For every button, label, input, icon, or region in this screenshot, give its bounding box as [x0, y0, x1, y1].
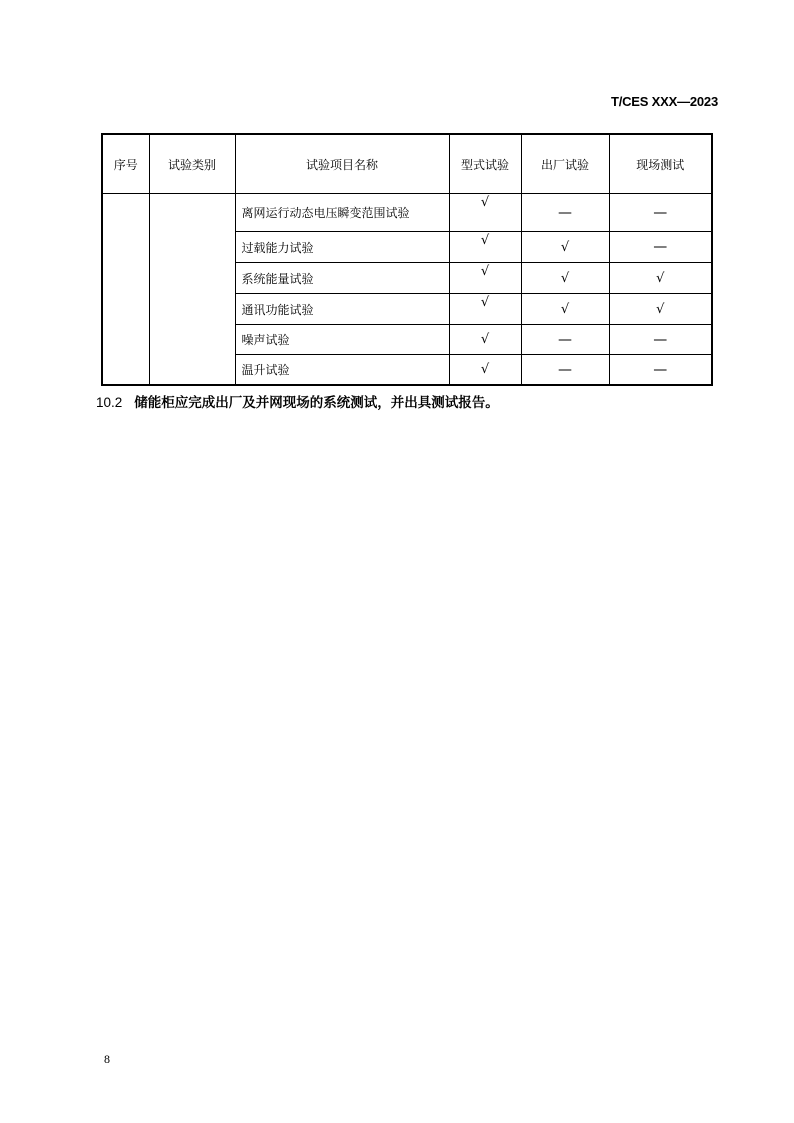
seq-cell — [102, 194, 149, 386]
factory-test-mark: — — [521, 194, 609, 232]
item-name: 过载能力试验 — [235, 232, 449, 263]
type-test-mark: √ — [449, 263, 521, 294]
factory-test-mark: √ — [521, 263, 609, 294]
item-name: 离网运行动态电压瞬变范围试验 — [235, 194, 449, 232]
type-test-mark: √ — [449, 232, 521, 263]
col-header-type-test: 型式试验 — [449, 134, 521, 194]
factory-test-mark: — — [521, 325, 609, 355]
col-header-site-test: 现场测试 — [609, 134, 712, 194]
site-test-mark: — — [609, 355, 712, 386]
table-row — [102, 194, 712, 232]
item-name: 温升试验 — [235, 355, 449, 386]
standard-code: T/CES XXX—2023 — [610, 94, 718, 109]
table-header-row — [102, 134, 712, 194]
col-header-category: 试验类别 — [149, 134, 235, 194]
col-header-factory-test: 出厂试验 — [521, 134, 609, 194]
type-test-mark: √ — [449, 355, 521, 386]
site-test-mark: — — [609, 232, 712, 263]
clause-number: 10.2 — [96, 395, 123, 410]
factory-test-mark: √ — [521, 232, 609, 263]
item-name: 噪声试验 — [235, 325, 449, 355]
site-test-mark: — — [609, 325, 712, 355]
type-test-mark: √ — [449, 294, 521, 325]
col-header-seq: 序号 — [102, 134, 149, 194]
clause-text: 储能柜应完成出厂及并网现场的系统测试，并出具测试报告。 — [134, 395, 499, 411]
site-test-mark: — — [609, 194, 712, 232]
site-test-mark: √ — [609, 294, 712, 325]
type-test-mark: √ — [449, 325, 521, 355]
item-name: 通讯功能试验 — [235, 294, 449, 325]
page-number: 8 — [104, 1052, 110, 1066]
clause-10-2 — [96, 391, 499, 411]
factory-test-mark: — — [521, 355, 609, 386]
item-name: 系统能量试验 — [235, 263, 449, 294]
col-header-item-name: 试验项目名称 — [235, 134, 449, 194]
category-cell — [149, 194, 235, 386]
site-test-mark: √ — [609, 263, 712, 294]
factory-test-mark: √ — [521, 294, 609, 325]
type-test-mark: √ — [449, 194, 521, 232]
test-items-table — [101, 133, 713, 386]
